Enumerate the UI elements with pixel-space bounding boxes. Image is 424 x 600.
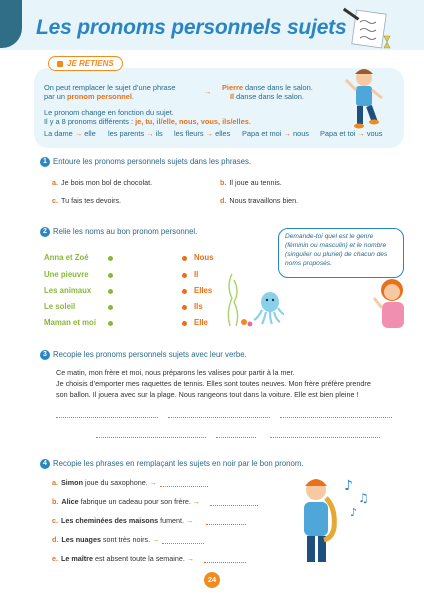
exercise-number: 1	[40, 157, 50, 167]
link-dot[interactable]	[182, 256, 187, 261]
tag-square-icon	[57, 61, 63, 67]
item-letter: b.	[52, 497, 59, 506]
arrow-icon: →	[283, 129, 291, 138]
pair-3	[174, 129, 230, 138]
item-text: Il joue au tennis.	[229, 178, 282, 187]
answer-line[interactable]	[162, 543, 204, 544]
arrow-icon: →	[152, 535, 160, 544]
answer-line[interactable]	[204, 562, 246, 563]
svg-text:♪: ♪	[350, 506, 358, 519]
pronoun-elle: Elle	[194, 318, 208, 327]
exercise-1-item-a	[52, 178, 152, 187]
exercise-number: 4	[40, 459, 50, 469]
rule-line-4	[44, 117, 251, 126]
exercise-4-item-e	[52, 554, 194, 563]
item-letter: d.	[52, 535, 59, 544]
pronoun-list: je, tu, il/elle, nous, vous, ils/elles	[135, 117, 249, 126]
exercise-4-item-a	[52, 478, 157, 487]
item-text: fument.	[158, 516, 185, 525]
item-subject: Simon	[61, 478, 83, 487]
item-letter: c.	[52, 516, 58, 525]
exercise-1-item-c	[52, 196, 121, 205]
item-text: est absent toute la semaine.	[92, 554, 185, 563]
exercise-3-text-line-1: Ce matin, mon frère et moi, nous préparons les valises pour partir à la mer.	[56, 368, 295, 377]
pronoun-nous: Nous	[194, 253, 214, 262]
rule-tag	[48, 56, 123, 71]
link-dot[interactable]	[108, 256, 113, 261]
exercise-number: 2	[40, 227, 50, 237]
answer-line[interactable]	[280, 417, 392, 418]
noun-anna-et-zoe: Anna et Zoé	[44, 253, 89, 262]
item-letter: a.	[52, 478, 58, 487]
item-text: Je bois mon bol de chocolat.	[61, 178, 153, 187]
svg-text:♫: ♫	[358, 491, 369, 505]
pair-1	[44, 129, 96, 138]
exercise-1-item-b	[220, 178, 282, 187]
rule-text: .	[248, 117, 251, 126]
svg-text:♪: ♪	[344, 478, 353, 494]
pair-pronoun: ils	[155, 129, 163, 138]
link-dot[interactable]	[182, 305, 187, 310]
example-text: danse dans le salon.	[234, 92, 304, 101]
item-text: Tu fais tes devoirs.	[61, 196, 122, 205]
example-subject: Pierre	[222, 83, 243, 92]
arrow-icon: →	[192, 497, 201, 506]
answer-line[interactable]	[270, 437, 380, 438]
pair-pronoun: nous	[292, 129, 309, 138]
example-sentence-1	[222, 83, 313, 92]
item-text: joue du saxophone.	[82, 478, 148, 487]
arrow-icon: →	[205, 129, 214, 138]
example-text: danse dans le salon.	[242, 83, 313, 92]
link-dot[interactable]	[182, 321, 187, 326]
instruction-text: Recopie les phrases en remplaçant les sujets en noir par le bon pronom.	[53, 459, 304, 469]
pronoun-il: Il	[194, 270, 199, 279]
answer-line[interactable]	[160, 486, 208, 487]
rule-keyword: pronom personnel	[67, 92, 132, 101]
noun-les-animaux: Les animaux	[44, 286, 92, 295]
arrow-icon: →	[186, 516, 194, 525]
example-sentence-2	[230, 92, 304, 101]
link-dot[interactable]	[108, 305, 113, 310]
item-text: sont très noirs.	[100, 535, 151, 544]
item-text: Nous travaillons bien.	[229, 196, 299, 205]
exercise-4-item-d	[52, 535, 159, 544]
rule-text: Il y a 8 pronoms différents :	[44, 117, 136, 126]
exercise-1-instruction	[40, 157, 251, 167]
link-dot[interactable]	[182, 273, 187, 278]
item-subject: Les nuages	[61, 535, 101, 544]
page-title: Les pronoms personnels sujets	[36, 16, 347, 39]
link-dot[interactable]	[108, 289, 113, 294]
item-letter: d.	[220, 196, 227, 205]
answer-line[interactable]	[206, 524, 246, 525]
answer-line[interactable]	[168, 417, 270, 418]
saxophone-boy-illustration	[292, 472, 376, 568]
exercise-4-instruction	[40, 459, 304, 469]
arrow-icon: →	[74, 129, 83, 138]
girl-illustration	[372, 270, 412, 330]
pair-4	[242, 129, 309, 138]
arrow-icon: →	[186, 554, 195, 563]
exercise-4-item-c	[52, 516, 193, 525]
item-text: fabrique un cadeau pour son frère.	[78, 497, 191, 506]
rule-line-3: Le pronom change en fonction du sujet.	[44, 108, 174, 117]
pair-pronoun: vous	[366, 129, 383, 138]
pair-2	[108, 129, 163, 138]
page-number: 24	[204, 572, 220, 588]
rule-line-1b	[44, 92, 134, 101]
item-letter: b.	[220, 178, 227, 187]
noun-le-soleil: Le soleil	[44, 302, 76, 311]
pair-pronoun: elles	[215, 129, 231, 138]
answer-line[interactable]	[56, 417, 158, 418]
exercise-3-instruction	[40, 350, 247, 360]
pair-noun: Papa et toi	[320, 129, 356, 138]
noun-maman-et-moi: Maman et moi	[44, 318, 96, 327]
item-letter: c.	[52, 196, 58, 205]
item-subject: Les cheminées des maisons	[61, 516, 159, 525]
example-pronoun: Il	[230, 92, 235, 101]
item-subject: Le maître	[61, 554, 93, 563]
answer-line[interactable]	[216, 437, 256, 438]
pair-pronoun: elle	[84, 129, 96, 138]
exercise-3-text-line-3: son ballon. Il jouera avec sur la plage. Nous rangeons tout dans la voiture. Elle est bien pleine !	[56, 390, 359, 399]
exercise-2-instruction	[40, 227, 197, 237]
exercise-1-item-d	[220, 196, 298, 205]
rule-tag-label: JE RETIENS	[67, 59, 114, 68]
pair-noun: les parents	[108, 129, 145, 138]
octopus-seaweed-illustration	[222, 258, 284, 328]
link-dot[interactable]	[108, 321, 113, 326]
noun-une-pieuvre: Une pieuvre	[44, 270, 89, 279]
pair-noun: les fleurs	[174, 129, 204, 138]
instruction-text: Entoure les pronoms personnels sujets dans les phrases.	[53, 157, 252, 167]
arrow-icon: →	[357, 129, 365, 138]
pair-noun: Papa et moi	[242, 129, 282, 138]
pronoun-ils: Ils	[194, 302, 203, 311]
hint-bubble: Demande-toi quel est le genre (féminin ou masculin) et le nombre (singulier ou pluriel) de chacun des noms proposés.	[278, 228, 404, 278]
notebook-pen-illustration	[340, 6, 396, 50]
item-letter: e.	[52, 554, 58, 563]
rule-line-1a: On peut remplacer le sujet d’une phrase	[44, 83, 176, 92]
answer-line[interactable]	[210, 505, 258, 506]
item-subject: Alice	[61, 497, 79, 506]
pronoun-elles: Elles	[194, 286, 213, 295]
item-letter: a.	[52, 178, 58, 187]
arrow-icon: →	[204, 87, 212, 96]
dancing-boy-illustration	[342, 64, 388, 146]
exercise-number: 3	[40, 350, 50, 360]
arrow-icon: →	[149, 478, 157, 487]
exercise-3-text-line-2: Je choisis d’emporter mes raquettes de tennis. Elles sont toutes neuves. Mon frère préfère prendre	[56, 379, 371, 388]
pair-noun: La dame	[44, 129, 73, 138]
exercise-4-item-b	[52, 497, 200, 506]
link-dot[interactable]	[108, 273, 113, 278]
rule-text: .	[131, 92, 134, 101]
link-dot[interactable]	[182, 289, 187, 294]
instruction-text: Relie les noms au bon pronom personnel.	[53, 227, 198, 237]
arrow-icon: →	[146, 129, 154, 138]
instruction-text: Recopie les pronoms personnels sujets avec leur verbe.	[53, 350, 247, 360]
rule-text: par un	[44, 92, 68, 101]
answer-line[interactable]	[96, 437, 206, 438]
